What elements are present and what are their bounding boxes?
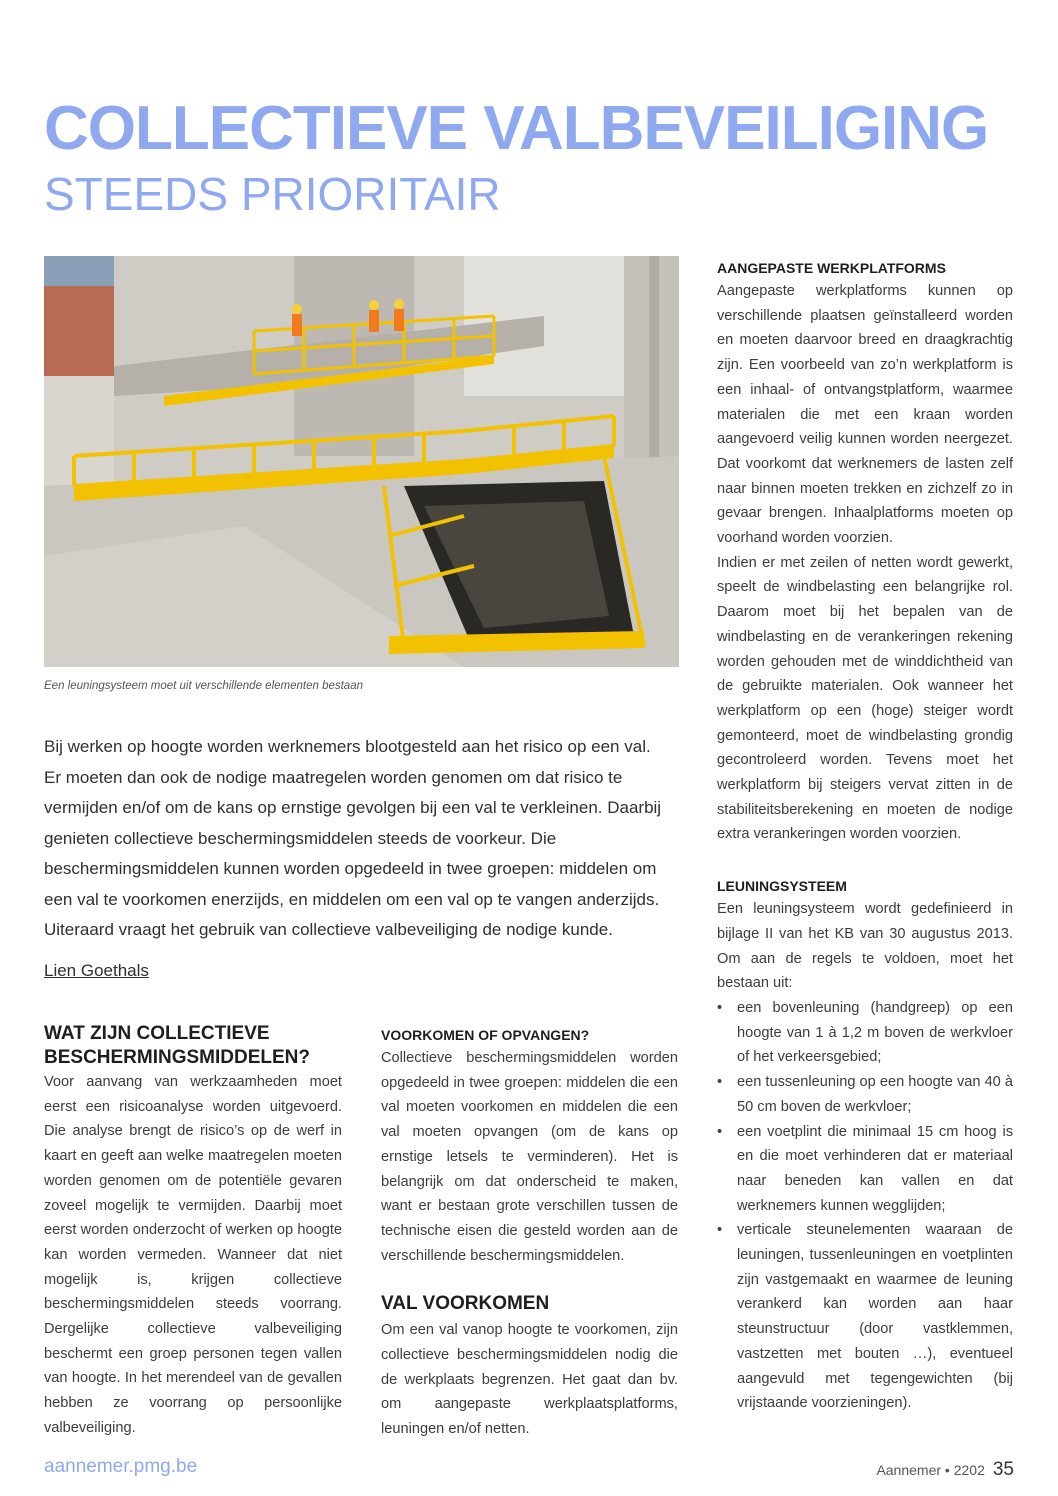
footer-page-info bbox=[876, 1459, 1014, 1481]
bullet-icon: • bbox=[717, 1123, 723, 1140]
footer-magazine: Aannemer • 2202 bbox=[876, 1462, 985, 1478]
leuningsysteem-list bbox=[717, 996, 1013, 1416]
photo-caption: Een leuningsysteem moet uit verschillende elementen bestaan bbox=[44, 680, 363, 692]
heading-collectieve-beschermingsmiddelen: WAT ZIJN COLLECTIEVE BESCHERMINGSMIDDELEN? bbox=[44, 1023, 311, 1068]
construction-site-image bbox=[44, 256, 679, 667]
heading-val-voorkomen: VAL VOORKOMEN bbox=[381, 1293, 550, 1315]
page-number: 35 bbox=[992, 1459, 1014, 1480]
heading-leuningsysteem: LEUNINGSYSTEEM bbox=[717, 878, 847, 895]
body-leuningsysteem: Een leuningsysteem wordt gedefinieerd in bijlage II van het KB van 30 augustus 2013. Om aan de regels te voldoen, moet het bestaan uit: bbox=[717, 901, 1013, 992]
lead-paragraph: Bij werken op hoogte worden werknemers blootgesteld aan het risico op een val. Er moeten dan ook de nodige maatregelen worden genomen om dat risico te vermijden en/of om de kans op ernstige gevolgen bij een val te verkleinen. Daarbij genieten collectieve beschermingsmiddelen steeds de voorkeur. Die beschermingsmiddelen kunnen worden opgedeeld in twee groepen: middelen om een val te voorkomen enerzijds, en middelen om een val op te vangen anderzijds. Uiteraard vraagt het gebruik van collectieve valbeveiliging de nodige kunde. bbox=[44, 737, 662, 939]
list-item: • verticale steunelementen waaraan de leuningen, tussenleuningen en voetplinten zijn vastgemaakt en waarmee de leuning verankerd kan worden aan haar steunstructuur (door vastklemmen, vastzetten met bouten …), eventueel aangevuld met tegengewichten (bij vrijstaande voorzieningen). bbox=[717, 1218, 1013, 1416]
bullet-icon: • bbox=[717, 999, 723, 1016]
footer-website-link[interactable]: aannemer.pmg.be bbox=[44, 1456, 198, 1477]
list-item: • een tussenleuning op een hoogte van 40 à 50 cm boven de werkvloer; bbox=[717, 1070, 1013, 1119]
bullet-icon: • bbox=[717, 1222, 723, 1239]
column-2 bbox=[381, 1024, 678, 1442]
construction-photo bbox=[44, 256, 679, 667]
body-val-voorkomen: Om een val vanop hoogte te voorkomen, zijn collectieve beschermingsmiddelen nodig die de werkplaats begrenzen. Het gaat dan bv. om aangepaste werkplaatsplatforms, leuningen en/of netten. bbox=[381, 1322, 678, 1438]
body-voorkomen-of-opvangen: Collectieve beschermingsmiddelen worden opgedeeld in twee groepen: middelen die een val moeten voorkomen en middelen die een val moeten opvangen (om de kans op ernstige letsels te verminderen). Het is belangrijk om dat onderscheid te maken, want er bestaan grote verschillen tussen de technische eisen die gesteld worden aan de verschillende beschermingsmiddelen. bbox=[381, 1050, 678, 1264]
body-windbelasting: Indien er met zeilen of netten wordt gewerkt, speelt de windbelasting een belangrijke rol. Daarom moet bij het bepalen van de windbelasting en de verankeringen rekening worden gehouden met de winddichtheid van de gebruikte materialen. Ook wanneer het werkplatform op een (hoge) steiger wordt gemonteerd, moet de windbelasting grondig gecontroleerd worden. Tevens moet het werkplatform bij steigers vervat zitten in de stabiliteitsberekening en moeten de nodige extra verankeringen worden voorzien. bbox=[717, 554, 1013, 843]
page-subtitle: STEEDS PRIORITAIR bbox=[44, 168, 501, 220]
list-item: • een bovenleuning (handgreep) op een hoogte van 1 à 1,2 m boven de werkvloer of het verkeersgebied; bbox=[717, 996, 1013, 1070]
column-1 bbox=[44, 1022, 342, 1441]
list-item: • een voetplint die minimaal 15 cm hoog is en die moet verhinderen dat er materiaal naar beneden kan vallen en dat werknemers kunnen wegglijden; bbox=[717, 1120, 1013, 1219]
body-aangepaste-werkplatforms: Aangepaste werkplatforms kunnen op verschillende plaatsen geïnstalleerd worden en moeten daarvoor breed en draagkrachtig zijn. Een voorbeeld van zo’n werkplatform is een inhaal- of ontvangstplatform, waarmee materialen die met een kraan worden aangevoerd veilig kunnen worden neergezet. Dat voorkomt dat werknemers de lasten zelf naar binnen moeten trekken en zichzelf zo in gevaar brengen. Inhaalplatforms moeten op voorhand worden voorzien. bbox=[717, 283, 1013, 547]
body-collectieve-beschermingsmiddelen: Voor aanvang van werkzaamheden moet eerst een risicoanalyse worden uitgevoerd. Die analyse brengt de risico’s op de werf in kaart en geeft aan welke maatregelen moeten worden genomen om de potentiële gevaren zoveel mogelijk te vermijden. Daarbij moet eerst worden onderzocht of werken op hoogte kan worden vermeden. Wanneer dat niet mogelijk is, krijgen collectieve beschermingsmiddelen steeds voorrang. Dergelijke collectieve valbeveiliging beschermt een groep personen tegen vallen van hoogte. In het merendeel van de gevallen hebben ze voorrang op persoonlijke valbeveiliging. bbox=[44, 1074, 342, 1436]
heading-voorkomen-of-opvangen: VOORKOMEN OF OPVANGEN? bbox=[381, 1027, 590, 1043]
author-link[interactable]: Lien Goethals bbox=[44, 961, 149, 980]
heading-aangepaste-werkplatforms: AANGEPASTE WERKPLATFORMS bbox=[717, 260, 946, 276]
bullet-icon: • bbox=[717, 1074, 723, 1091]
column-3 bbox=[717, 257, 1013, 1416]
page-title: COLLECTIEVE VALBEVEILIGING bbox=[44, 94, 989, 163]
